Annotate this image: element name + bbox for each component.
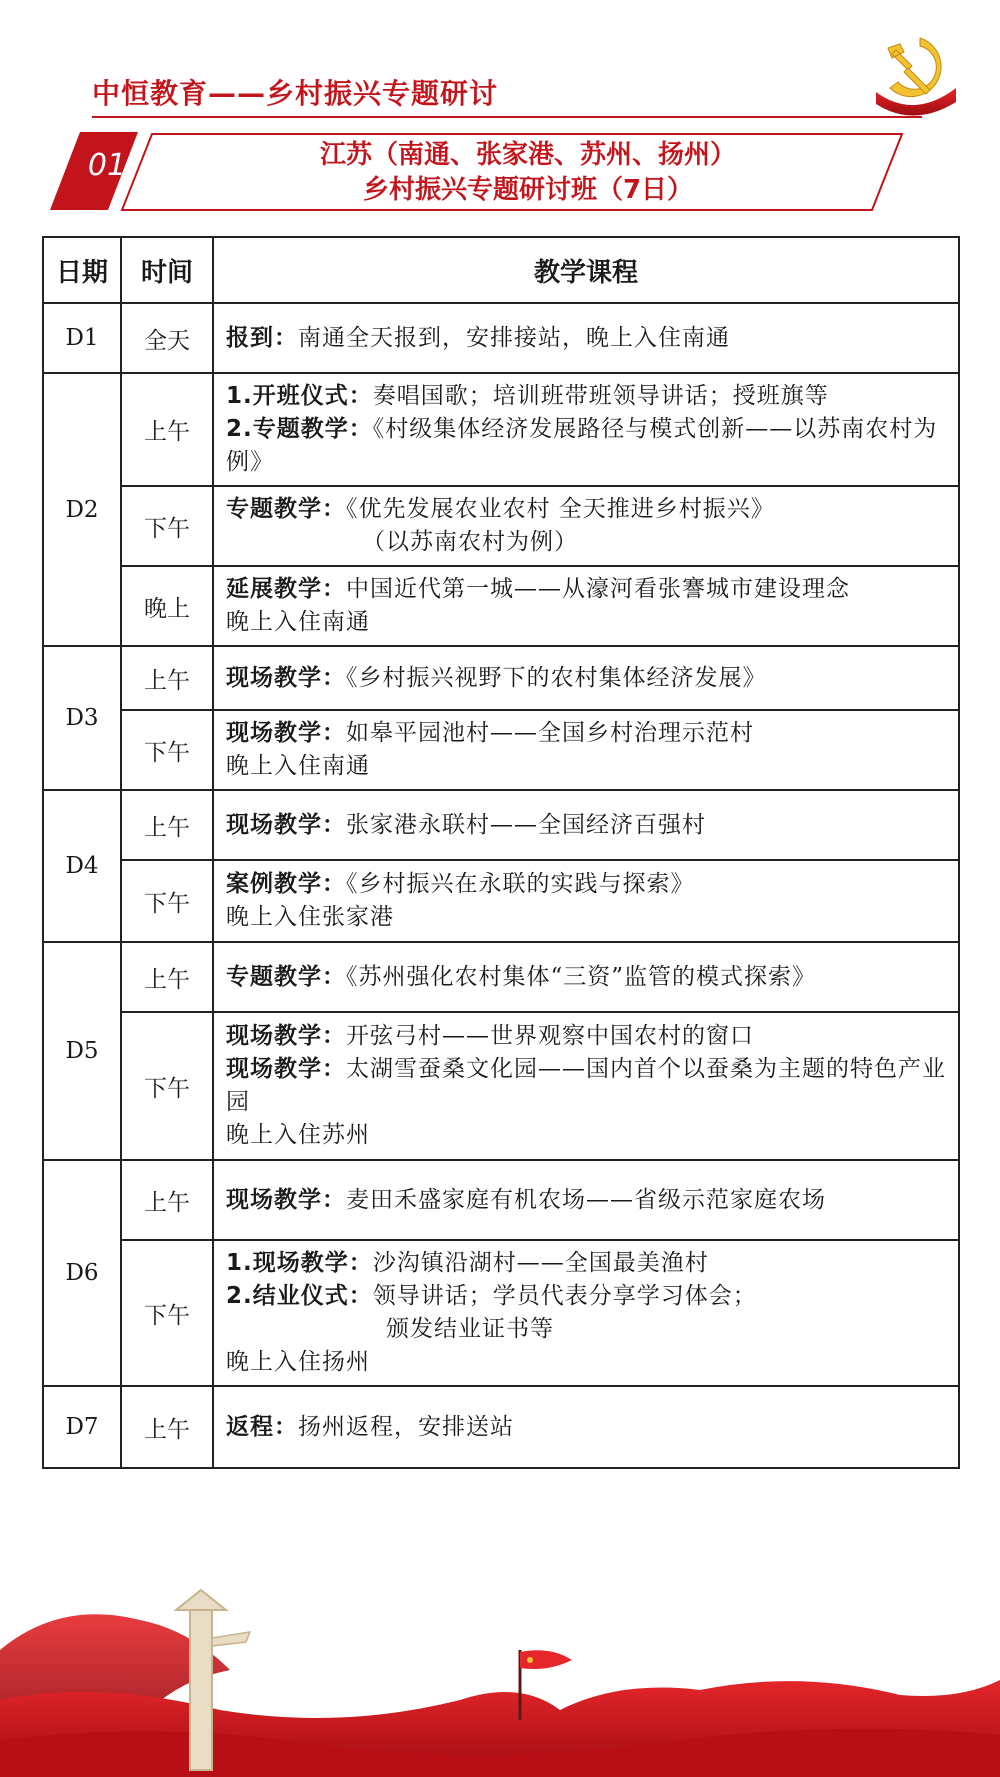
course-text: 开弦弓村——世界观察中国农村的窗口 (346, 1023, 754, 1049)
course-cell (213, 373, 959, 486)
course-label: 1.现场教学： (226, 1250, 373, 1276)
party-emblem-icon (868, 30, 960, 120)
table-row (43, 373, 959, 486)
course-subtext: 颁发结业证书等 (386, 1316, 554, 1342)
day-cell: D1 (43, 303, 121, 373)
course-subtext: （以苏南农村为例） (362, 529, 578, 555)
time-cell: 上午 (121, 373, 213, 486)
schedule-table (42, 236, 960, 1469)
brand-divider (92, 116, 922, 118)
time-cell: 下午 (121, 710, 213, 790)
time-cell: 上午 (121, 646, 213, 710)
course-label: 现场教学： (226, 811, 346, 838)
course-text: 奏唱国歌；培训班带班领导讲话；授班旗等 (372, 383, 829, 409)
course-label: 返程： (226, 1413, 298, 1440)
section-number: 01 (87, 148, 127, 183)
lodging-note: 晚上入住南通 (226, 753, 370, 779)
time-cell: 上午 (121, 942, 213, 1012)
lodging-note: 晚上入住张家港 (226, 904, 394, 930)
course-text: 领导讲话；学员代表分享学习体会； (372, 1283, 757, 1309)
course-cell (213, 646, 959, 710)
table-row (43, 710, 959, 790)
time-cell: 下午 (121, 1240, 213, 1386)
course-cell (213, 303, 959, 373)
course-cell (213, 1160, 959, 1240)
course-label: 延展教学： (226, 576, 346, 602)
table-row (43, 942, 959, 1012)
course-cell (213, 790, 959, 860)
course-cell (213, 566, 959, 646)
course-label: 现场教学： (226, 1023, 346, 1049)
course-text: 《乡村振兴视野下的农村集体经济发展》 (346, 664, 767, 691)
course-label: 2.专题教学： (226, 416, 373, 442)
course-cell (213, 942, 959, 1012)
course-label: 1.开班仪式： (226, 383, 373, 409)
course-text: 扬州返程，安排送站 (298, 1413, 514, 1440)
brand-title: 中恒教育——乡村振兴专题研讨 (92, 77, 499, 110)
table-header-row (43, 237, 959, 303)
time-cell: 晚上 (121, 566, 213, 646)
table-row (43, 303, 959, 373)
table-row (43, 1012, 959, 1160)
course-text: 沙沟镇沿湖村——全国最美渔村 (372, 1250, 709, 1276)
lodging-note: 晚上入住扬州 (226, 1349, 370, 1375)
time-cell: 上午 (121, 1160, 213, 1240)
course-cell (213, 486, 959, 566)
course-text: 南通全天报到，安排接站，晚上入住南通 (298, 324, 730, 351)
day-cell: D6 (43, 1160, 121, 1386)
course-text: 麦田禾盛家庭有机农场——省级示范家庭农场 (346, 1186, 826, 1213)
time-cell: 上午 (121, 790, 213, 860)
time-cell: 下午 (121, 486, 213, 566)
course-text: 《乡村振兴在永联的实践与探索》 (346, 871, 695, 897)
table-row (43, 1386, 959, 1468)
course-cell (213, 1386, 959, 1468)
time-cell: 全天 (121, 303, 213, 373)
course-label: 现场教学： (226, 1056, 346, 1082)
course-cell (213, 710, 959, 790)
lodging-note: 晚上入住南通 (226, 609, 370, 635)
course-label: 报到： (226, 324, 298, 351)
day-cell: D4 (43, 790, 121, 942)
course-text: 如皋平园池村——全国乡村治理示范村 (346, 720, 754, 746)
course-label: 2.结业仪式： (226, 1283, 373, 1309)
time-cell: 上午 (121, 1386, 213, 1468)
header-course: 教学课程 (213, 237, 959, 303)
course-label: 专题教学： (226, 963, 346, 990)
course-label: 现场教学： (226, 1186, 346, 1213)
day-cell: D7 (43, 1386, 121, 1468)
course-label: 现场教学： (226, 720, 346, 746)
header-date: 日期 (43, 237, 121, 303)
title-banner (48, 128, 908, 216)
course-text: 《优先发展农业农村 全天推进乡村振兴》 (346, 496, 775, 522)
course-label: 现场教学： (226, 664, 346, 691)
course-text: 《苏州强化农村集体“三资”监管的模式探索》 (346, 963, 817, 990)
table-row (43, 860, 959, 942)
course-title (178, 138, 878, 208)
course-title-line2: 乡村振兴专题研讨班（7日） (362, 175, 694, 205)
time-cell: 下午 (121, 860, 213, 942)
course-text: 《村级集体经济发展路径与模式创新——以苏南农村为例》 (226, 416, 938, 475)
course-text: 中国近代第一城——从濠河看张謇城市建设理念 (346, 576, 850, 602)
course-title-line1: 江苏（南通、张家港、苏州、扬州） (319, 140, 736, 170)
table-row (43, 1160, 959, 1240)
table-row (43, 646, 959, 710)
course-label: 案例教学： (226, 871, 346, 897)
time-cell: 下午 (121, 1012, 213, 1160)
day-cell: D2 (43, 373, 121, 646)
table-row (43, 566, 959, 646)
table-row (43, 1240, 959, 1386)
course-cell (213, 1012, 959, 1160)
day-cell: D5 (43, 942, 121, 1160)
lodging-note: 晚上入住苏州 (226, 1122, 370, 1148)
course-cell (213, 860, 959, 942)
table-row (43, 790, 959, 860)
course-cell (213, 1240, 959, 1386)
decorative-footer (0, 1560, 1000, 1777)
course-text: 太湖雪蚕桑文化园——国内首个以蚕桑为主题的特色产业园 (226, 1056, 946, 1115)
table-row (43, 486, 959, 566)
course-label: 专题教学： (226, 496, 346, 522)
course-text: 张家港永联村——全国经济百强村 (346, 811, 706, 838)
day-cell: D3 (43, 646, 121, 790)
header-time: 时间 (121, 237, 213, 303)
